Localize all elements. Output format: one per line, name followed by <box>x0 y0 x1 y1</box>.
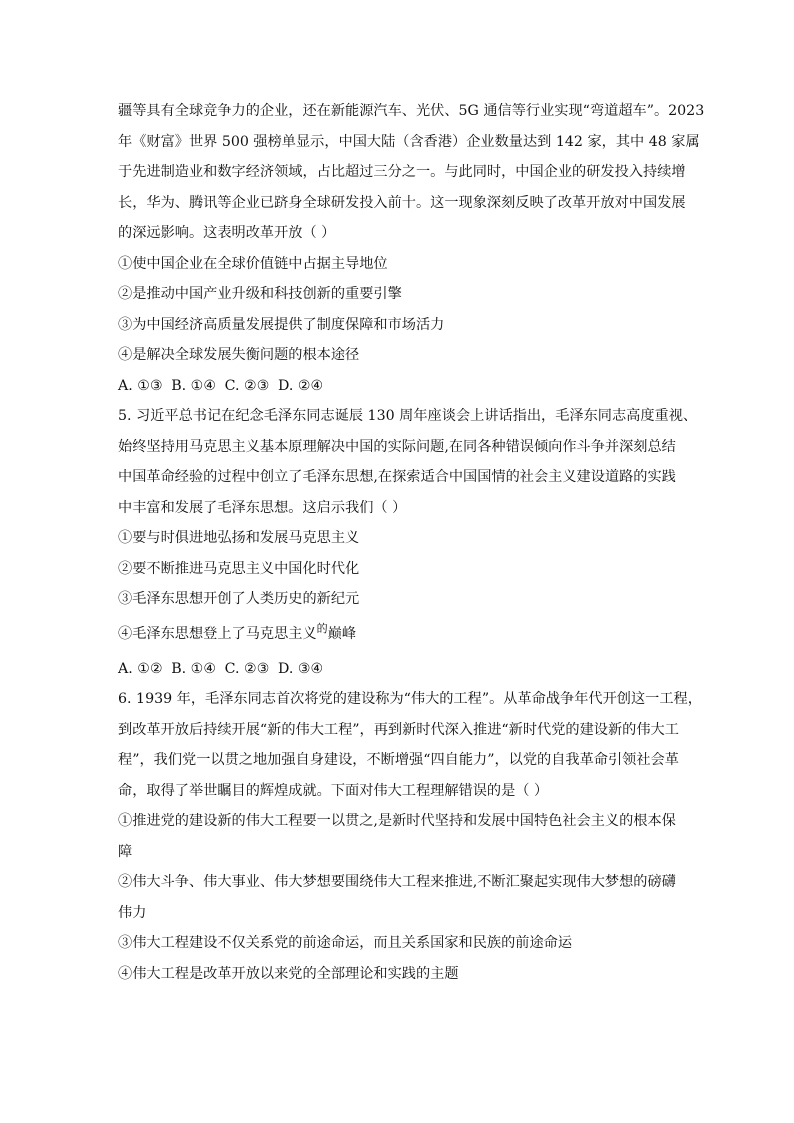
q4-choice-d: D. ②④ <box>277 377 324 394</box>
q4-stem-line: 于先进制造业和数字经济领域，占比超过三分之一。与此同时，中国企业的研发投入持续增 <box>118 164 686 180</box>
document-page <box>118 96 705 989</box>
q5-choice-d: D. ③④ <box>277 660 324 677</box>
q5-option-2: ②要不断推进马克思主义中国化时代化 <box>118 560 360 577</box>
q5-choice-b: B. ①④ <box>171 660 217 677</box>
q4-choice-b: B. ①④ <box>171 377 217 394</box>
q4-choice-c: C. ②③ <box>224 377 270 394</box>
q4-stem <box>118 96 705 249</box>
q5-option-4-main: ④毛泽东思想登上了马克思主义 <box>118 625 317 642</box>
q6-stem <box>118 684 702 806</box>
q5-option-4-superscript: 的 <box>316 621 328 635</box>
q6-option-4: ④伟大工程是改革开放以来党的全部理论和实践的主题 <box>118 965 459 982</box>
q5-stem-line: 始终坚持用马克思主义基本原理解决中国的实际问题,在同各种错误倾向作斗争并深刻总结 <box>118 438 676 455</box>
q5-stem-line: 5. 习近平总书记在纪念毛泽东同志诞辰 130 周年座谈会上讲话指出，毛泽东同志高度重视、 <box>118 408 698 424</box>
q6-option-1-cont: 障 <box>118 843 133 860</box>
q6-option-1: ①推进党的建设新的伟大工程要一以贯之,是新时代坚持和发展中国特色社会主义的根本保 <box>118 813 676 829</box>
q4-option-4: ④是解决全球发展失衡问题的根本途径 <box>118 347 360 363</box>
q5-stem-line: 中丰富和发展了毛泽东思想。这启示我们（ ） <box>118 499 407 516</box>
q6-stem-line: 命，取得了举世瞩目的辉煌成就。下面对伟大工程理解错误的是（ ） <box>118 782 549 799</box>
q6-stem-line: 到改革开放后持续开展“新的伟大工程”，再到新时代深入推进“新时代党的建设新的伟大工 <box>118 721 679 738</box>
q6-stem-line: 6. 1939 年，毛泽东同志首次将党的建设称为“伟大的工程”。从革命战争年代开创这一工程， <box>118 691 702 707</box>
q4-option-3: ③为中国经济高质量发展提供了制度保障和市场活力 <box>118 316 445 333</box>
q4-stem-line: 疆等具有全球竞争力的企业，还在新能源汽车、光伏、5G 通信等行业实现“弯道超车”。2023 <box>118 103 705 119</box>
q6-stem-line: 程”，我们党一以贯之地加强自身建设，不断增强“四自能力”，以党的自我革命引领社会革 <box>118 752 679 768</box>
q4-choice-a: A. ①③ <box>118 377 163 394</box>
q5-option-4-end: 巅峰 <box>327 625 357 642</box>
q5-option-4 <box>118 615 684 654</box>
q4-choices <box>118 371 684 402</box>
q4-option-2: ②是推动中国产业升级和科技创新的重要引擎 <box>118 286 402 302</box>
q4-stem-line: 长，华为、腾讯等企业已跻身全球研发投入前十。这一现象深刻反映了改革开放对中国发展 <box>118 194 686 211</box>
q5-stem-line: 中国革命经验的过程中创立了毛泽东思想,在探索适合中国国情的社会主义建设道路的实践 <box>118 469 676 485</box>
q6-option-3: ③伟大工程建设不仅关系党的前途命运，而且关系国家和民族的前途命运 <box>118 935 573 951</box>
q4-option-1: ①使中国企业在全球价值链中占据主导地位 <box>118 255 388 272</box>
q5-choice-a: A. ①② <box>118 660 163 677</box>
q5-stem <box>118 401 698 523</box>
q5-choices <box>118 654 684 685</box>
q4-stem-line: 的深远影响。这表明改革开放（ ） <box>118 225 336 241</box>
q6-option-2-cont: 伟力 <box>118 904 147 921</box>
q5-choice-c: C. ②③ <box>224 660 270 677</box>
q5-option-1: ①要与时俱进地弘扬和发展马克思主义 <box>118 530 360 546</box>
q6-option-2: ②伟大斗争、伟大事业、伟大梦想要围绕伟大工程来推进,不断汇聚起实现伟大梦想的磅礴 <box>118 874 676 890</box>
q5-option-3: ③毛泽东思想开创了人类历史的新纪元 <box>118 591 360 607</box>
q4-stem-line: 年《财富》世界 500 强榜单显示，中国大陆（含香港）企业数量达到 142 家，其中 48 家属 <box>118 133 700 150</box>
